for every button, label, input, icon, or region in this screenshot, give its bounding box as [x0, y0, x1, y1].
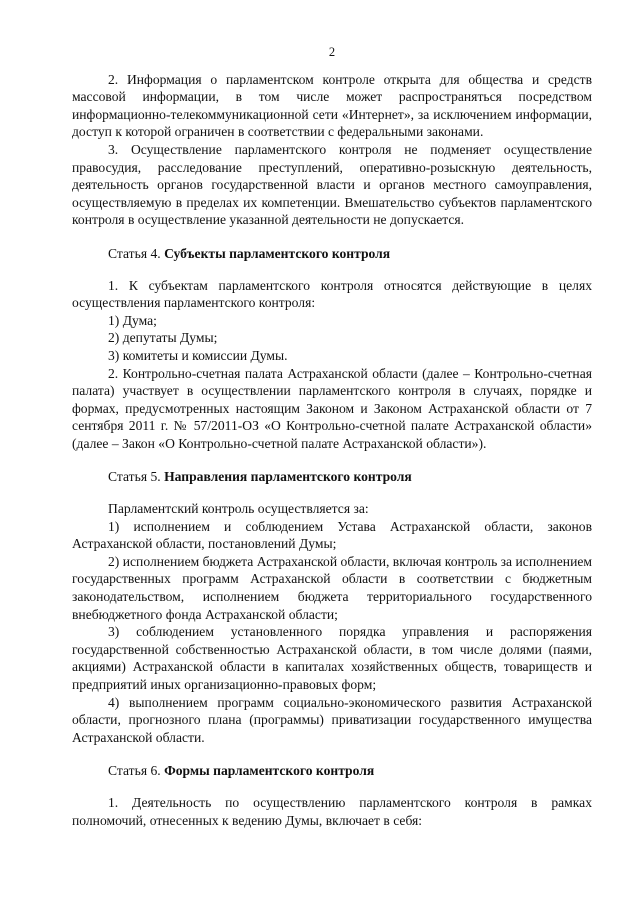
- article-number: Статья 6.: [108, 763, 165, 779]
- article-heading: [72, 762, 592, 780]
- list-item: 4) выполнением программ социально-экономического развития Астраханской области, прогнозного плана (программы) приватизации государственного имущества Астраханской области.: [72, 694, 592, 745]
- paragraph: 1. Деятельность по осуществлению парламентского контроля в рамках полномочий, отнесенных к ведению Думы, включает в себя:: [72, 794, 592, 828]
- list-item: 3) соблюдением установленного порядка управления и распоряжения государственной собственностью Астраханской области, в том числе долями (паями, акциями) Астраханской области в капиталах хозяйственных обществ, товариществ и предприятий иных организационно-правовых форм;: [72, 624, 592, 692]
- paragraph: 2. Информация о парламентском контроле открыта для общества и средств массовой информации, в том числе может распространяться посредством информационно-телекоммуникационной сети «Интернет», за исключением информации, доступ к которой ограничен в соответствии с федеральными законами.: [72, 71, 592, 140]
- page-number: 2: [328, 45, 336, 59]
- list-item: 2) исполнением бюджета Астраханской области, включая контроль за исполнением государственных программ Астраханской области в соответствии с бюджетным законодательством, исполнением бюджета территориального государственного внебюджетного фонда Астраханской области;: [72, 553, 592, 622]
- article-heading: [72, 468, 592, 486]
- article-heading: [72, 245, 592, 263]
- list-item: 1) исполнением и соблюдением Устава Астраханской области, законов Астраханской области, постановлений Думы;: [72, 518, 592, 552]
- article-number: Статья 5.: [108, 469, 165, 485]
- article-title: Формы парламентского контроля: [164, 763, 375, 779]
- paragraph: 3. Осуществление парламентского контроля не подменяет осуществление правосудия, расследование преступлений, оперативно-розыскную деятельность, деятельность органов государственной власти и органов местного самоуправления, осуществляемую в пределах их компетенции. Вмешательство субъектов парламентского контроля в осуществление указанной деятельности не допускается.: [72, 141, 592, 228]
- paragraph: 2. Контрольно-счетная палата Астраханской области (далее – Контрольно-счетная палата) участвует в осуществлении парламентского контроля в случаях, порядке и формах, предусмотренных настоящим Законом и Законом Астраханской области от 7 сентября 2011 г. № 57/2011-ОЗ «О Контрольно-счетной палате Астраханской области» (далее – Закон «О Контрольно-счетной палате Астраханской области»).: [72, 365, 592, 451]
- list-item: 3) комитеты и комиссии Думы.: [108, 347, 288, 363]
- article-title: Направления парламентского контроля: [164, 469, 412, 485]
- article-title: Субъекты парламентского контроля: [164, 245, 391, 261]
- paragraph: Парламентский контроль осуществляется за:: [108, 501, 369, 517]
- list-item: 2) депутаты Думы;: [108, 330, 218, 346]
- article-number: Статья 4.: [108, 245, 165, 261]
- list-item: 1) Дума;: [108, 312, 157, 328]
- paragraph: 1. К субъектам парламентского контроля относятся действующие в целях осуществления парламентского контроля:: [72, 277, 592, 311]
